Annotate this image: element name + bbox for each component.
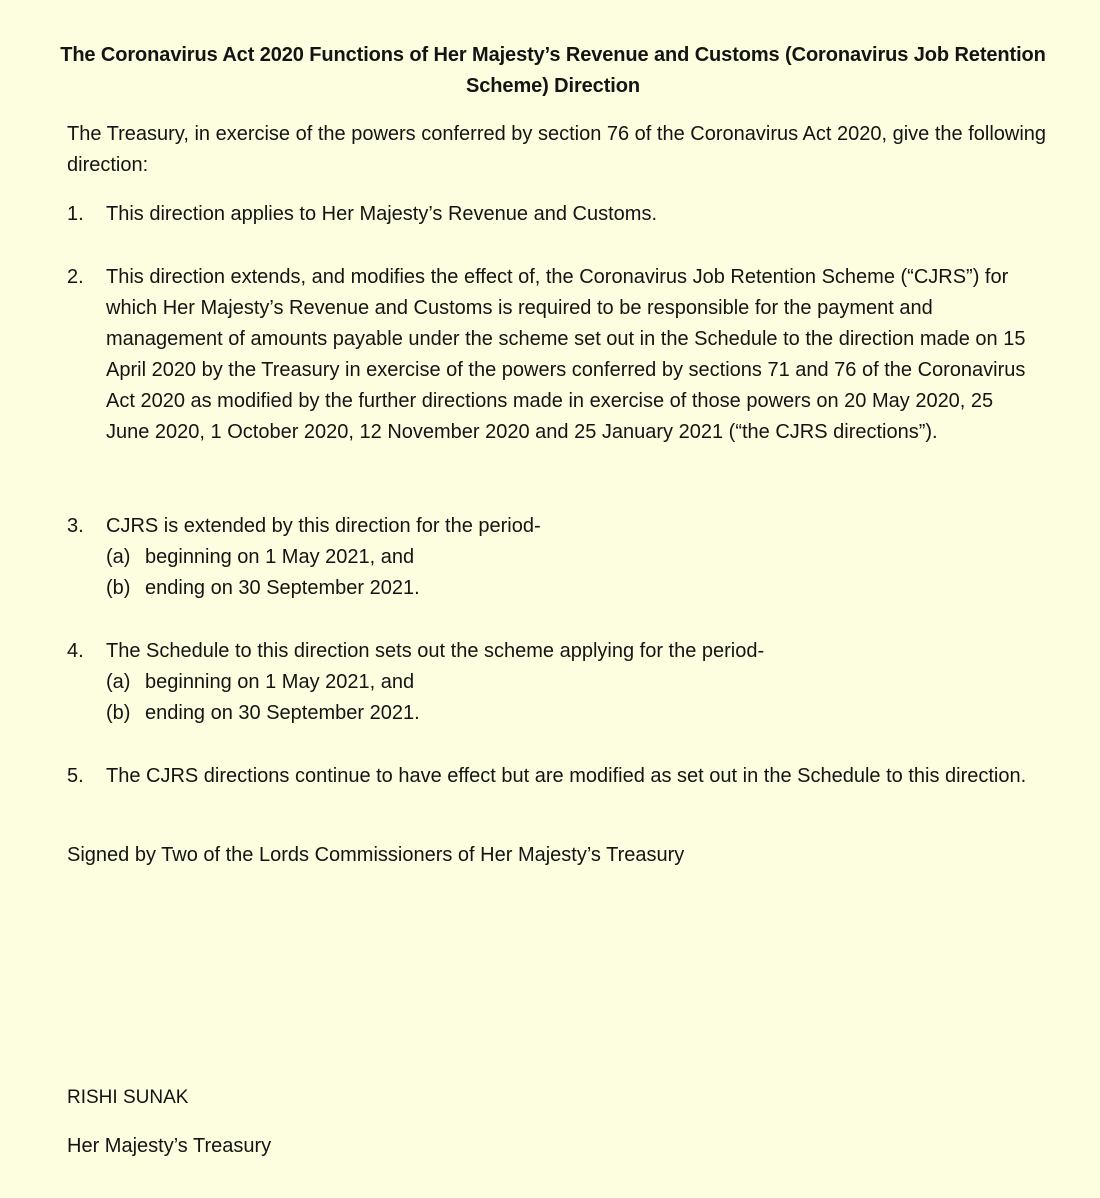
sub-item-text: beginning on 1 May 2021, and bbox=[145, 671, 415, 693]
list-item-1 bbox=[67, 199, 1057, 230]
signed-by-line: Signed by Two of the Lords Commissioners of Her Majesty’s Treasury bbox=[67, 844, 685, 866]
sub-item-letter: (b) bbox=[106, 702, 131, 724]
intro-paragraph: The Treasury, in exercise of the powers conferred by section 76 of the Coronavirus Act 2020, give the following direction: bbox=[67, 123, 1047, 176]
list-item-text: The Schedule to this direction sets out the scheme applying for the period- bbox=[106, 640, 765, 662]
list-item-5 bbox=[67, 761, 1057, 792]
list-item-number: 1. bbox=[67, 203, 84, 225]
list-item-3 bbox=[67, 511, 1057, 604]
sub-item-b bbox=[106, 573, 1057, 604]
sub-item-letter: (a) bbox=[106, 671, 131, 693]
sub-item-letter: (a) bbox=[106, 546, 131, 568]
list-item-text: This direction applies to Her Majesty’s Revenue and Customs. bbox=[106, 203, 657, 225]
sub-item-text: ending on 30 September 2021. bbox=[145, 702, 420, 724]
sub-item-b bbox=[106, 698, 1057, 729]
list-item-number: 5. bbox=[67, 765, 84, 787]
list-item-text: This direction extends, and modifies the effect of, the Coronavirus Job Retention Scheme (“CJRS”) for which Her Majesty’s Revenue and Customs is required to be responsible for the payment and management of amounts payable under the scheme set out in the Schedule to the direction made on 15 April 2020 by the Treasury in exercise of the powers conferred by sections 71 and 76 of the Coronavirus Act 2020 as modified by the further directions made in exercise of those powers on 20 May 2020, 25 June 2020, 1 October 2020, 12 November 2020 and 25 January 2021 (“the CJRS directions”). bbox=[106, 266, 1026, 443]
sub-item-text: beginning on 1 May 2021, and bbox=[145, 546, 415, 568]
sub-item-a bbox=[106, 667, 1057, 698]
document-title: The Coronavirus Act 2020 Functions of Her Majesty’s Revenue and Customs (Coronavirus Job Retention Scheme) Direction bbox=[60, 44, 1046, 97]
list-item-text: CJRS is extended by this direction for the period- bbox=[106, 515, 541, 537]
sub-item-text: ending on 30 September 2021. bbox=[145, 577, 420, 599]
list-item-2 bbox=[67, 262, 1057, 448]
department-name: Her Majesty’s Treasury bbox=[67, 1135, 272, 1157]
signatory-name: RISHI SUNAK bbox=[67, 1087, 189, 1108]
list-item-4 bbox=[67, 636, 1057, 729]
sub-item-a bbox=[106, 542, 1057, 573]
sub-item-letter: (b) bbox=[106, 577, 131, 599]
list-item-text: The CJRS directions continue to have effect but are modified as set out in the Schedule to this direction. bbox=[106, 765, 1027, 787]
list-item-number: 2. bbox=[67, 266, 84, 288]
list-item-number: 3. bbox=[67, 515, 84, 537]
list-item-number: 4. bbox=[67, 640, 84, 662]
